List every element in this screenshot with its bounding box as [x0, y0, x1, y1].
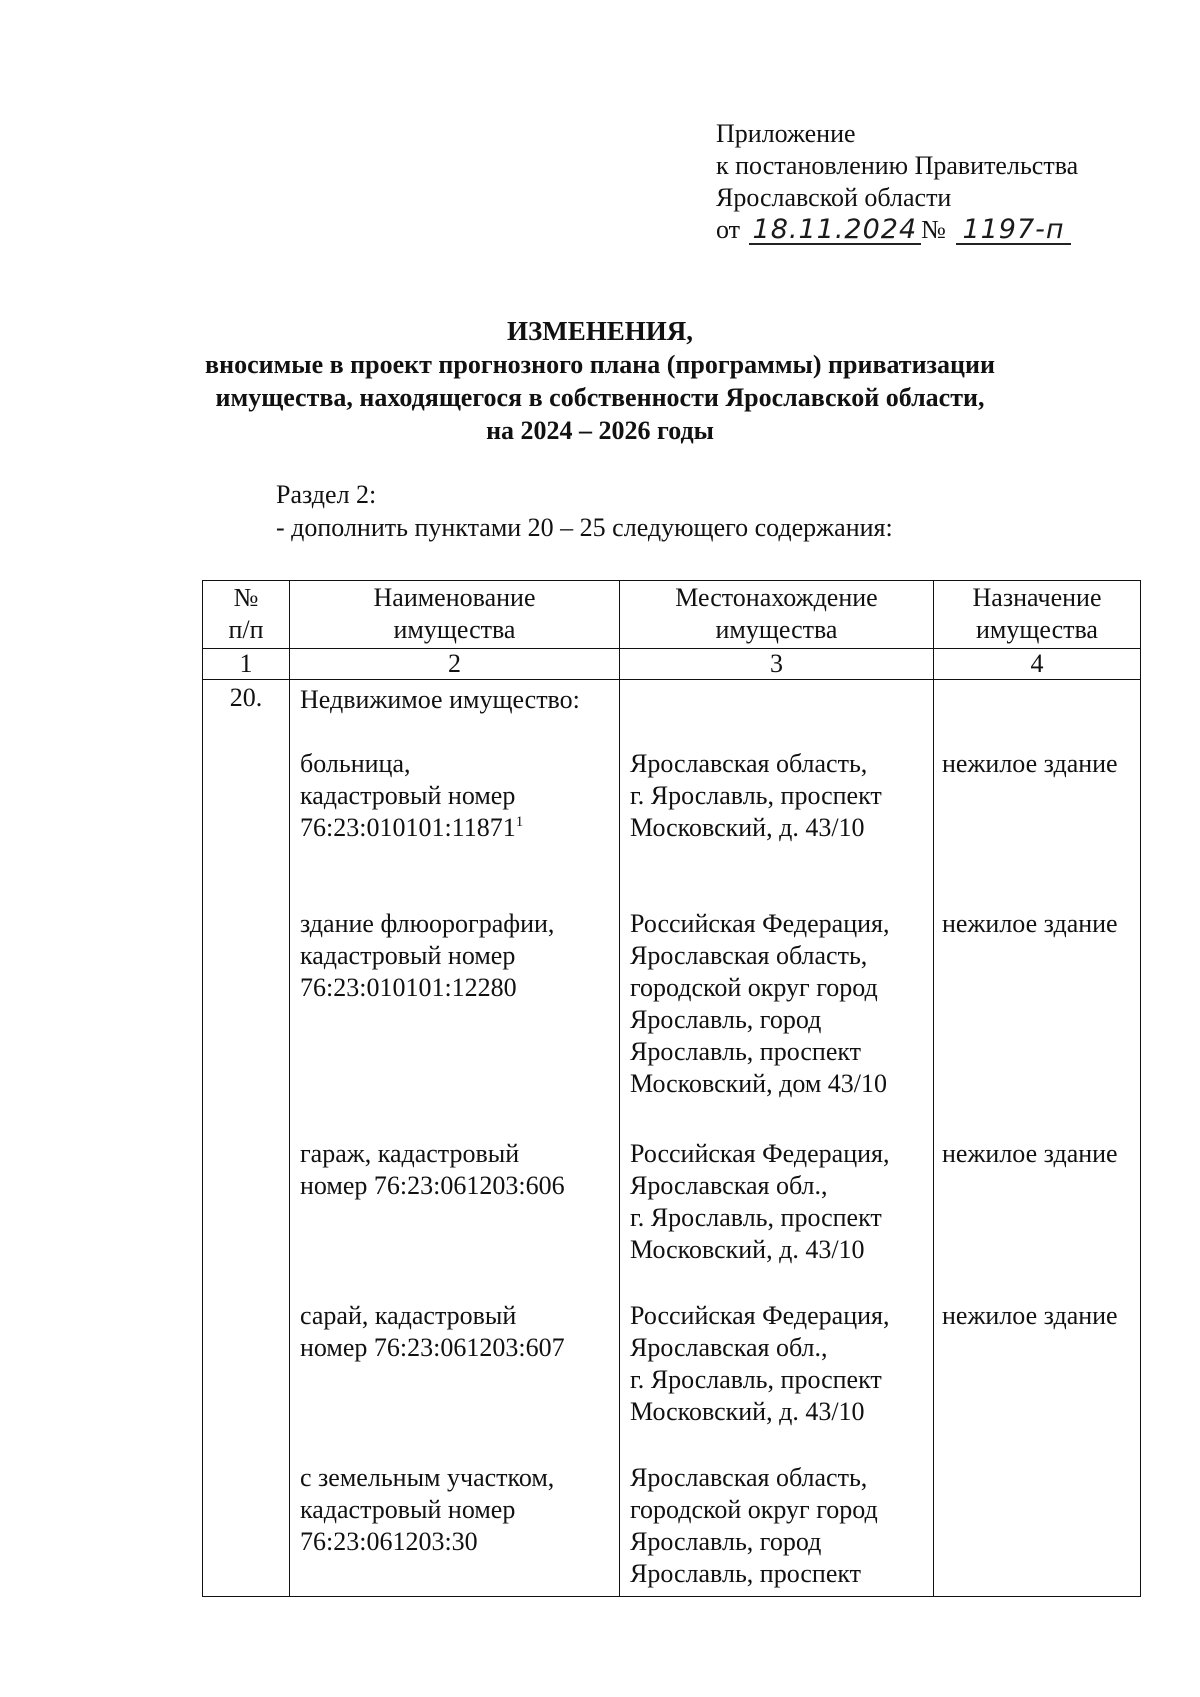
from-label: от	[716, 215, 741, 244]
appendix-date-line	[716, 214, 1176, 246]
title-line-3: имущества, находящегося в собственности Ярославской области,	[215, 383, 985, 412]
appendix-line-1: Приложение	[716, 119, 856, 148]
property-item-name: сарай, кадастровый номер 76:23:061203:607	[300, 1301, 565, 1362]
property-table	[202, 580, 1141, 1597]
row-number: 20.	[203, 680, 290, 1597]
property-names-cell	[290, 680, 620, 1597]
section-instruction: - дополнить пунктами 20 – 25 следующего содержания:	[276, 513, 893, 542]
appendix-line-2: к постановлению Правительства	[716, 151, 1079, 180]
column-number-row	[203, 649, 1141, 680]
handwritten-number: 1197-п	[956, 217, 1070, 245]
property-locations-cell	[620, 680, 934, 1597]
title-line-2: вносимые в проект прогнозного плана (программы) приватизации	[205, 350, 995, 379]
header-purpose: Назначение имущества	[934, 581, 1141, 649]
property-category: Недвижимое имущество:	[300, 685, 580, 714]
property-item-purpose: нежилое здание	[942, 749, 1118, 778]
table-header-row	[203, 581, 1141, 649]
title-main: ИЗМЕНЕНИЯ,	[506, 316, 693, 346]
document-title	[150, 315, 1050, 447]
column-number-1: 1	[203, 649, 290, 680]
property-item-name: с земельным участком, кадастровый номер 76:23:061203:30	[300, 1463, 555, 1556]
number-label: №	[921, 215, 946, 244]
property-item-purpose: нежилое здание	[942, 909, 1118, 938]
property-item-name: больница, кадастровый номер 76:23:010101:11871$^1$	[300, 749, 524, 842]
property-purposes-cell	[934, 680, 1141, 1597]
table-row	[203, 680, 1141, 1597]
appendix-header	[716, 118, 1176, 246]
column-number-2: 2	[290, 649, 620, 680]
title-line-4: на 2024 – 2026 годы	[486, 416, 714, 445]
property-item-location: Ярославская область, г. Ярославль, проспект Московский, д. 43/10	[630, 749, 882, 842]
property-item-purpose: нежилое здание	[942, 1301, 1118, 1330]
property-item-location: Российская Федерация, Ярославская обл., г. Ярославль, проспект Московский, д. 43/10	[630, 1139, 890, 1264]
property-item-name: здание флюорографии, кадастровый номер 76:23:010101:12280	[300, 909, 555, 1002]
property-item-name: гараж, кадастровый номер 76:23:061203:606	[300, 1139, 565, 1200]
header-name: Наименование имущества	[290, 581, 620, 649]
property-item-location: Российская Федерация, Ярославская область, городской округ город Ярославль, город Ярославль, проспект Московский, дом 43/10	[630, 909, 890, 1098]
property-item-location: Российская Федерация, Ярославская обл., г. Ярославль, проспект Московский, д. 43/10	[630, 1301, 890, 1426]
header-location: Местонахождение имущества	[620, 581, 934, 649]
appendix-line-3: Ярославской области	[716, 183, 952, 212]
property-item-location: Ярославская область, городской округ город Ярославль, город Ярославль, проспект	[630, 1463, 878, 1588]
handwritten-date: 18.11.2024	[749, 217, 922, 245]
footnote-marker: 1	[515, 814, 524, 830]
section-intro	[276, 478, 1076, 544]
header-number: № п/п	[203, 581, 290, 649]
column-number-3: 3	[620, 649, 934, 680]
section-heading: Раздел 2:	[276, 480, 377, 509]
column-number-4: 4	[934, 649, 1141, 680]
property-item-purpose: нежилое здание	[942, 1139, 1118, 1168]
